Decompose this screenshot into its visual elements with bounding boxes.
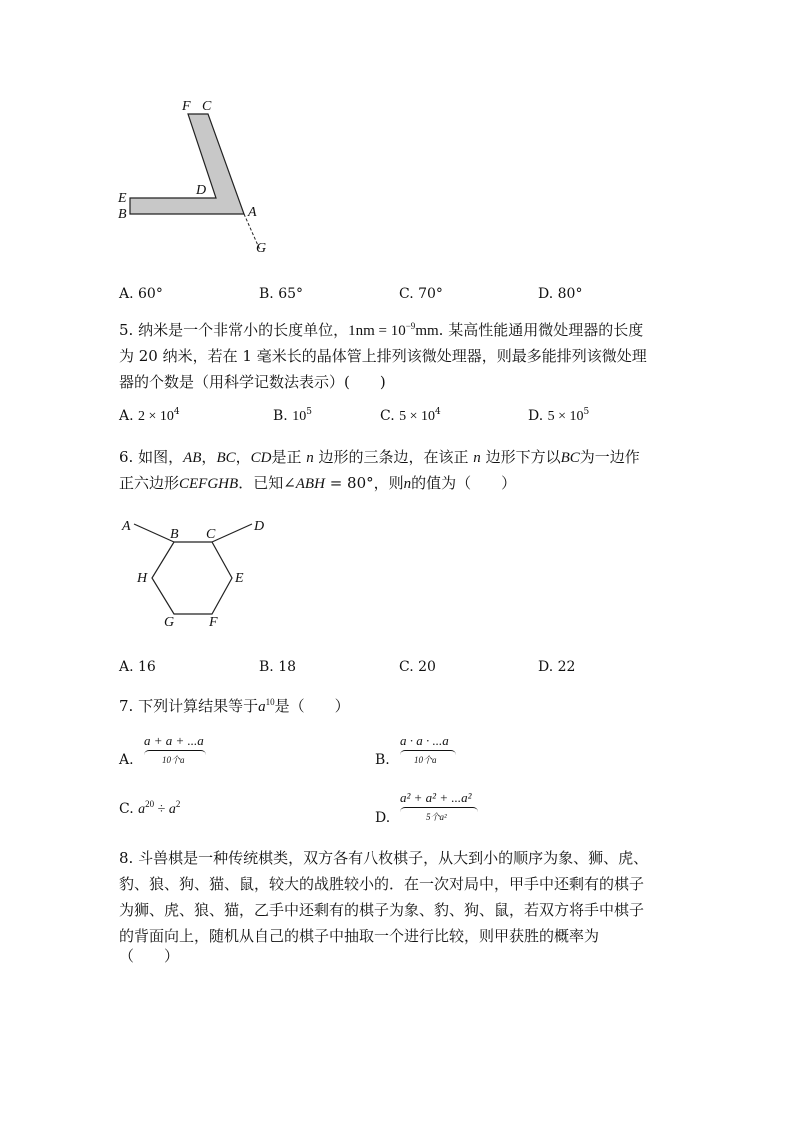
q7-option-a-expr: a + a + ...a 10个a [144, 733, 208, 769]
q5-option-d: D. $5 \times 10^5$ [528, 407, 590, 424]
fig1-label-G: G [256, 241, 267, 256]
q7-option-b-letter: B. [375, 752, 390, 768]
q7-option-d-letter: D. [375, 810, 391, 826]
figure-hexagon [112, 512, 272, 632]
fig2-label-E: E [235, 571, 244, 586]
hexagon-svg [112, 512, 272, 632]
q7-option-d-expr: a² + a² + ...a² 5个a² [400, 790, 482, 826]
fig1-label-D: D [196, 183, 207, 198]
q6-option-a: A. 16 [119, 659, 156, 675]
q8-line-3: 为狮、虎、狼、猫，乙手中还剩有的棋子为象、豹、狗、鼠，若双方将手中棋子 [119, 901, 645, 919]
fig2-label-C: C [206, 527, 216, 542]
q5-line-2: 为 20 纳米，若在 1 毫米长的晶体管上排列该微处理器，则最多能排列该微处理 [119, 347, 647, 365]
strip-angle-svg [110, 90, 290, 260]
fig1-label-F: F [182, 99, 191, 114]
fig2-label-D: D [254, 519, 265, 534]
fig1-label-E: E [118, 191, 127, 206]
q7-stem: 7. 下列计算结果等于$a^{10}$是（ ） [119, 697, 350, 715]
q7-option-b-expr: a · a · ...a 10个a [400, 733, 460, 769]
q5-option-b: B. $10^5$ [273, 407, 312, 424]
fig1-label-A: A [248, 205, 257, 220]
fig1-label-C: C [202, 99, 212, 114]
q5-option-c: C. $5 \times 10^4$ [380, 407, 441, 424]
q8-line-2: 豹、狼、狗、猫、鼠，较大的战胜较小的．在一次对局中，甲手中还剩有的棋子 [119, 875, 645, 893]
q6-line-1: 6. 如图，AB，BC，CD是正 n 边形的三条边，在该正 n 边形下方以BC为一边作 [119, 448, 640, 466]
q5-text-b: . 某高性能通用微处理器的长度 [438, 321, 644, 339]
fig1-label-B: B [118, 207, 127, 222]
q7-option-a-letter: A. [119, 752, 134, 768]
q5-option-a: A. $2 \times 10^4$ [119, 407, 180, 424]
q6-option-d: D. 22 [538, 659, 576, 675]
figure-strip-angle [110, 90, 290, 260]
q7-option-c: C. $a^{20} \div a^2$ [119, 799, 181, 817]
q4-option-c: C. 70° [399, 286, 443, 302]
q5-line-3: 器的个数是（用科学记数法表示）( ) [119, 373, 386, 391]
q4-option-d: D. 80° [538, 286, 583, 302]
q6-option-c: C. 20 [399, 659, 436, 675]
q6-option-b: B. 18 [259, 659, 297, 675]
q8-line-4: 的背面向上，随机从自己的棋子中抽取一个进行比较，则甲获胜的概率为 [119, 927, 600, 945]
fig2-label-F: F [209, 615, 218, 630]
q5-nm-equation: $1nm = 10^{-9}mm$ [348, 321, 439, 339]
fig2-label-B: B [170, 527, 179, 542]
fig2-label-A: A [122, 519, 131, 534]
fig2-label-H: H [137, 571, 148, 586]
q5-text-a: 5. 纳米是一个非常小的长度单位， [119, 321, 349, 339]
q8-line-1: 8. 斗兽棋是一种传统棋类，双方各有八枚棋子，从大到小的顺序为象、狮、虎、 [119, 849, 649, 867]
q4-option-b: B. 65° [259, 286, 304, 302]
q6-line-2: 正六边形CEFGHB．已知∠ABH = 80°，则n的值为（ ） [119, 474, 517, 492]
fig2-label-G: G [164, 615, 175, 630]
q4-option-a: A. 60° [119, 286, 163, 302]
q8-line-5: （ ） [119, 947, 180, 965]
q5-line-1 [119, 317, 643, 344]
